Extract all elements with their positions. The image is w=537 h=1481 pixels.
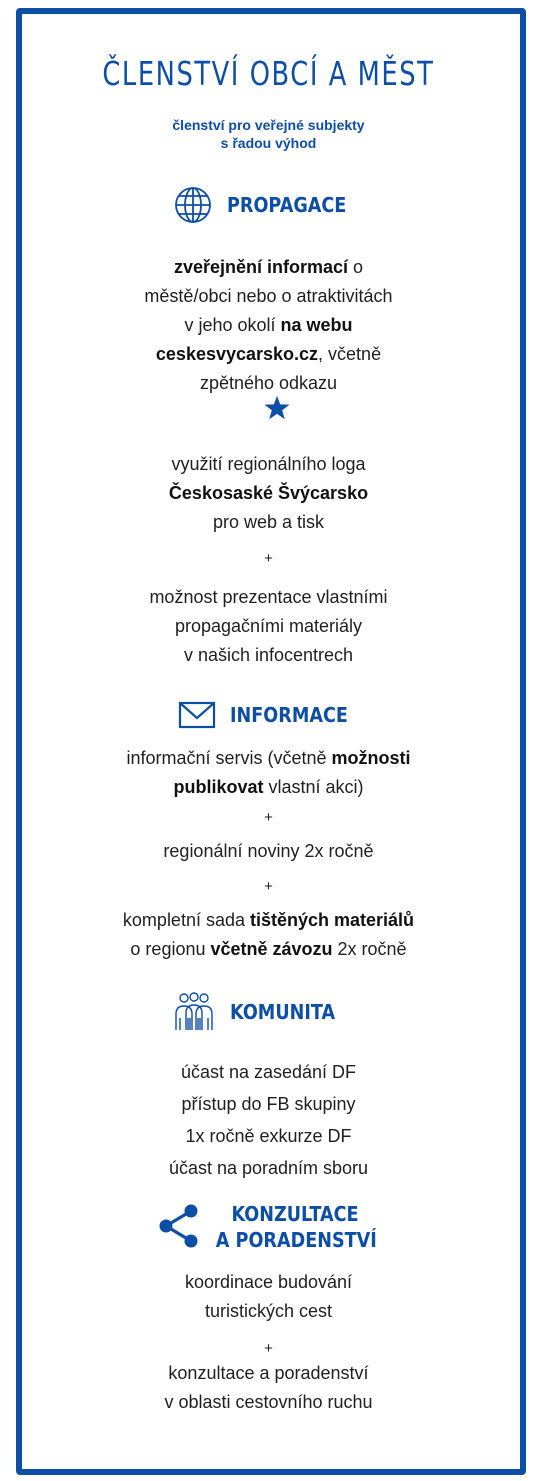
propagace-logo-text: využití regionálního loga Českosaské Švýcarsko pro web a tisk (168, 454, 369, 532)
plus-separator: + (264, 809, 273, 826)
star-icon (264, 396, 290, 420)
share-icon (157, 1203, 199, 1249)
section-title-propagace: PROPAGACE (227, 193, 347, 217)
page-title: ČLENSTVÍ OBCÍ A MĚST (102, 54, 435, 93)
subtitle-line-2: s řadou výhod (220, 135, 317, 151)
plus-separator: + (264, 1340, 273, 1357)
informace-noviny-text: regionální noviny 2x ročně (163, 841, 374, 861)
konzultace-cesty-text: koordinace budování turistických cest (184, 1272, 353, 1321)
propagace-infocentrum-text: možnost prezentace vlastními propagačními materiály v našich infocentrech (149, 587, 388, 665)
list-item: účast na poradním sboru (168, 1158, 369, 1178)
section-heading-konzultace (205, 1201, 385, 1253)
section-heading-komunita (172, 992, 350, 1032)
section-title-konzultace-2: A PORADENSTVÍ (215, 1228, 377, 1252)
konzultace-poradenstvi-text: konzultace a poradenství v oblasti cestovního ruchu (164, 1363, 373, 1412)
plus-separator: + (264, 550, 273, 567)
section-title-informace: INFORMACE (230, 703, 348, 727)
section-heading-informace (178, 701, 364, 729)
section-title-konzultace-1: KONZULTACE (231, 1202, 359, 1226)
informace-materialy-text: kompletní sada tištěných materiálů o regionu včetně závozu 2x ročně (122, 910, 415, 959)
people-icon (172, 992, 216, 1032)
page-border (16, 8, 526, 1475)
list-item: 1x ročně exkurze DF (185, 1126, 352, 1146)
section-title-komunita: KOMUNITA (230, 1000, 336, 1024)
envelope-icon (178, 701, 216, 729)
section-heading-propagace (173, 185, 363, 225)
list-item: přístup do FB skupiny (181, 1094, 356, 1114)
subtitle-line-1: členství pro veřejné subjekty (172, 117, 365, 133)
page-subtitle (0, 116, 537, 152)
globe-icon (173, 185, 213, 225)
plus-separator: + (264, 878, 273, 895)
informace-servis-text: informační servis (včetně možnosti publikovat vlastní akci) (126, 748, 411, 797)
komunita-list (0, 1056, 537, 1184)
list-item: účast na zasedání DF (180, 1062, 357, 1082)
propagace-web-text: zveřejnění informací o městě/obci nebo o atraktivitách v jeho okolí na webu ceskesvycarsko.cz, včetně zpětného odkazu (144, 257, 393, 393)
